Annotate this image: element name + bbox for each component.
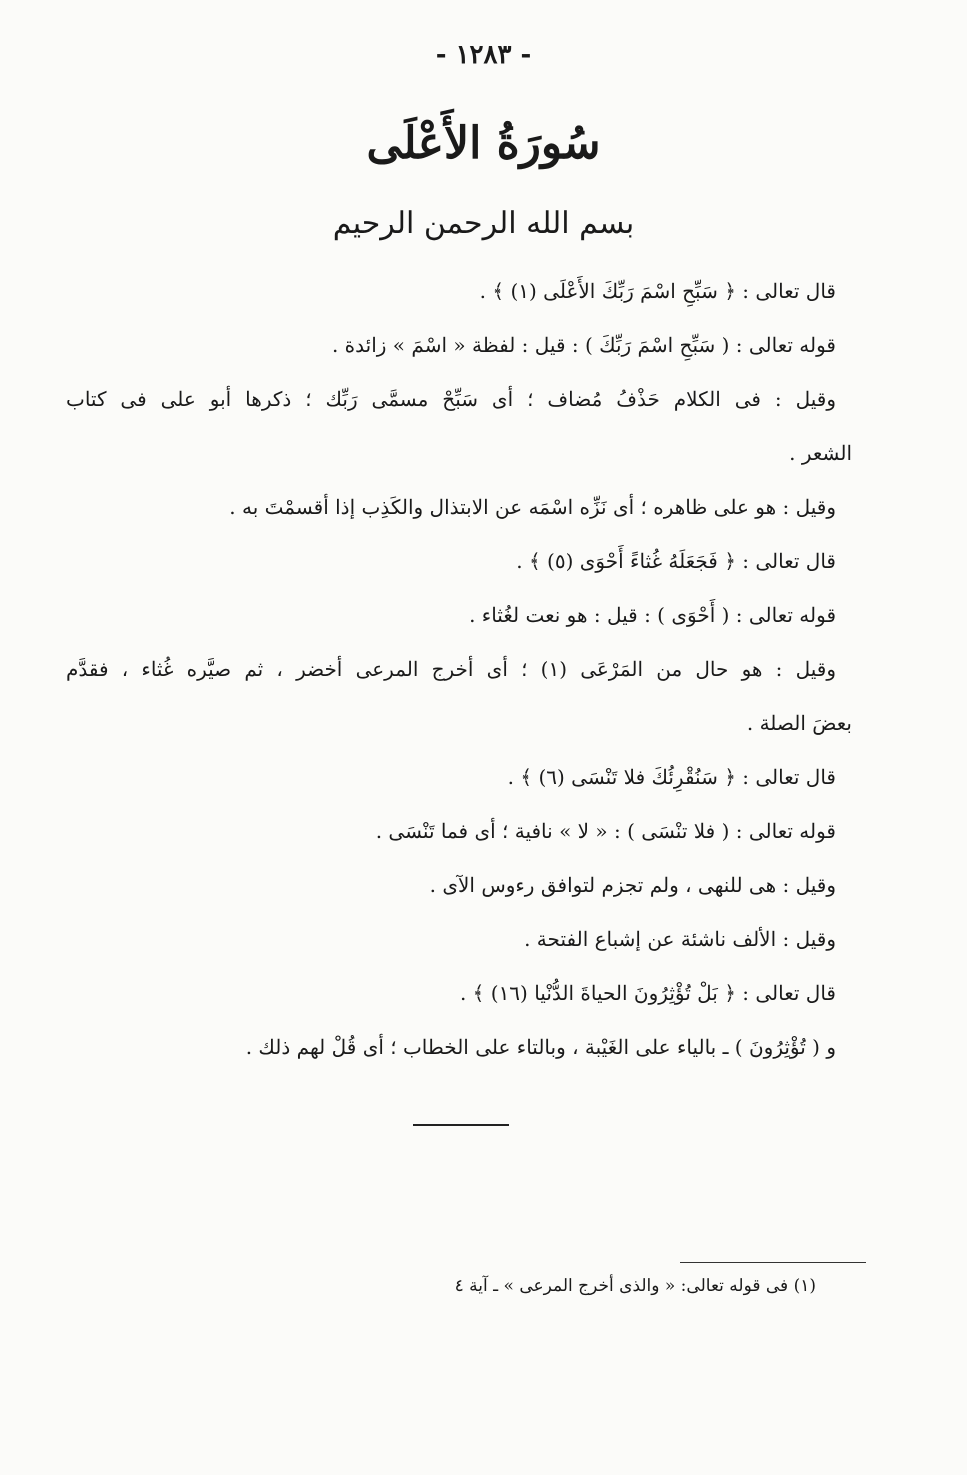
commentary-line-2: وقيل : فى الكلام حَذْفُ مُضاف ؛ أى سَبِّحْ مسمَّى رَبِّك ؛ ذكرها أبو على فى كتاب [66,387,836,411]
commentary-line-6: قوله تعالى : ( فلا تنْسَى ) : « لا » نافية ؛ أى فما تَنْسَى . [375,819,836,843]
surah-title: سُورَةُ الأَعْلَى [366,118,601,169]
verse-line-1: قال تعالى : ﴿ سَبِّحِ اسْمَ رَبِّكَ الأَعْلَى (١) ﴾ . [479,279,836,303]
footnote-rule [680,1262,866,1263]
commentary-line-4: قوله تعالى : ( أَحْوَى ) : قيل : هو نعت لغُثاء . [469,603,836,627]
commentary-line-5: وقيل : هو حال من المَرْعَى (١) ؛ أى أخرج المرعى أخضر ، ثم صيَّره غُثاء ، فقدَّم [66,657,836,681]
commentary-line-3: وقيل : هو على ظاهره ؛ أى نَزِّه اسْمَه عن الابتذال والكَذِب إذا أقسمْتَ به . [229,495,836,519]
commentary-line-9: و ( تُؤْثِرُونَ ) ـ بالياء على الغَيْبة ، وبالتاء على الخطاب ؛ أى قُلْ لهم ذلك . [245,1035,836,1059]
page-number: - ١٢٨٣ - [435,40,532,70]
footnote: (١) فى قوله تعالى: « والذى أخرج المرعى » ـ آية ٤ [454,1276,816,1296]
section-separator [413,1124,509,1126]
verse-line-6: قال تعالى : ﴿ سَنُقْرِئُكَ فلا تَنْسَى (٦) ﴾ . [507,765,836,789]
basmala: بسم الله الرحمن الرحيم [332,206,635,241]
commentary-line-8: وقيل : الألف ناشئة عن إشباع الفتحة . [524,927,836,951]
commentary-line-2-continued: الشعر . [789,441,852,465]
commentary-line-7: وقيل : هى للنهى ، ولم تجزم لتوافق رءوس الآى . [429,873,836,897]
commentary-line-1: قوله تعالى : ( سَبِّحِ اسْمَ رَبِّكَ ) : قيل : لفظة « اسْمَ » زائدة . [331,333,836,357]
commentary-line-5-continued: بعضَ الصلة . [746,711,852,735]
verse-line-5: قال تعالى : ﴿ فَجَعَلَهُ غُثاءً أَحْوَى (٥) ﴾ . [516,549,836,573]
verse-line-16: قال تعالى : ﴿ بَلْ تُؤْثِرُونَ الحياةَ الدُّنْيا (١٦) ﴾ . [459,981,836,1005]
body-text [66,264,852,1074]
